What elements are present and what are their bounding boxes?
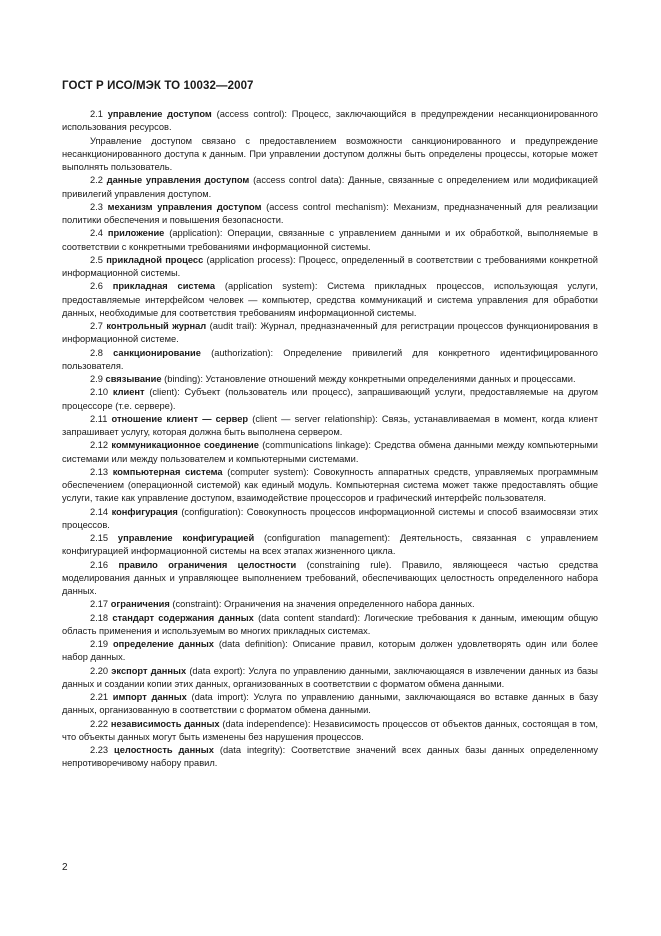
definition-paragraph: [62, 439, 598, 466]
definition-text: (computer system): Совокупность аппаратных средств, управляемых программным обеспечением (операционной системой) как единый модуль. Компьютерная система может также предоставлять общие услуги, такие как управление доступом, взаимодействие процессоров и графический интерфейс пользователя.: [62, 466, 599, 504]
definition-text: (data integrity): Соответствие значений всех данных базы данных определенному непротиворечивому набору правил.: [62, 745, 598, 769]
definition-paragraph: [62, 559, 598, 599]
clause-number: 2.10: [90, 387, 109, 398]
term: управление доступом: [107, 109, 212, 119]
clause-number: 2.21: [90, 692, 109, 702]
term: определение данных: [112, 639, 214, 649]
term: отношение клиент — сервер: [111, 413, 249, 424]
definition-text: Управление доступом связано с предоставлением возможности санкционированного и предупреждение несанкционированного доступа к данным. При управлении доступом должны быть определены процессы, которые может выполнять пользователь.: [62, 135, 598, 172]
clause-number: 2.13: [90, 466, 109, 477]
definition-text: (client): Субъект (пользователь или процесс), запрашивающий услуги, предоставляемые на другом процессоре (т.е. сервере).: [62, 387, 598, 411]
definition-text: (configuration): Совокупность процессов информационной системы и способ взаимосвязи этих процессов.: [62, 506, 598, 530]
definition-paragraph: [62, 347, 598, 374]
definition-text: (client — server relationship): Связь, устанавливаемая в момент, когда клиент запрашивает услугу, которая должна быть выполнена сервером.: [62, 413, 598, 437]
definition-paragraph: [62, 638, 598, 665]
term: целостность данных: [114, 745, 214, 755]
term: стандарт содержания данных: [112, 612, 254, 623]
definition-text: (access control data): Данные, связанные с определением или модификацией привилегий управления доступом.: [62, 175, 598, 199]
definition-text: (audit trail): Журнал, предназначенный для регистрации процессов функционирования в информационной системе.: [62, 321, 598, 345]
definition-paragraph: [62, 506, 598, 533]
term: данные управления доступом: [106, 175, 250, 186]
definition-text: (constraint): Ограничения на значения определенного набора данных.: [172, 599, 475, 610]
term: экспорт данных: [111, 665, 187, 676]
definition-paragraph: [62, 718, 598, 745]
definition-paragraph: [62, 691, 598, 718]
clause-number: 2.18: [90, 612, 109, 623]
definition-text: (application): Операции, связанные с управлением данными и их обработкой, выполняемые в соответствии с конкретными требованиями информационной системы.: [62, 228, 598, 252]
definition-paragraph: [62, 108, 598, 135]
term: конфигурация: [111, 506, 178, 517]
definition-text: (data definition): Описание правил, которым должен удовлетворять один или более набор данных.: [62, 639, 598, 663]
clause-number: 2.5: [90, 254, 103, 265]
term: прикладной процесс: [106, 254, 204, 265]
clause-number: 2.16: [90, 559, 109, 570]
term: правило ограничения целостности: [118, 559, 297, 570]
clause-number: 2.9: [90, 374, 103, 384]
definition-text: (configuration management): Деятельность, связанная с управлением конфигурацией информационной системы на всех этапах жизненного цикла.: [62, 533, 598, 557]
term: ограничения: [110, 599, 170, 610]
clause-number: 2.1: [90, 109, 103, 119]
clause-number: 2.8: [90, 347, 103, 358]
definition-text: (authorization): Определение привилегий для конкретного идентифицированного пользователя.: [62, 347, 598, 371]
clause-number: 2.14: [90, 506, 109, 517]
clause-number: 2.23: [90, 745, 109, 755]
definition-paragraph: [62, 201, 598, 228]
term: управление конфигурацией: [117, 533, 255, 543]
definition-paragraph: [62, 254, 598, 281]
definition-paragraph: [62, 665, 598, 692]
definition-paragraph: [62, 413, 598, 440]
definition-text: (binding): Установление отношений между конкретными определениями данных и процессами.: [164, 374, 576, 384]
clause-number: 2.15: [90, 533, 109, 543]
term: механизм управления доступом: [107, 201, 262, 212]
term: санкционирование: [113, 347, 201, 358]
definition-text: (application process): Процесс, определенный в соответствии с требованиями конкретной информационной системы.: [62, 254, 598, 278]
term: клиент: [112, 387, 145, 398]
clause-number: 2.11: [90, 413, 108, 424]
definition-text: (constraining rule). Правило, являющееся частью средства моделирования данных и управляющее выполнением требований, обеспечивающих целостность определенного набора данных.: [62, 559, 598, 596]
definition-paragraph: [62, 135, 598, 175]
definition-text: (access control): Процесс, заключающийся в предупреждении несанкционированного использования ресурсов.: [62, 109, 598, 133]
term: коммуникационное соединение: [111, 440, 259, 451]
term: независимость данных: [110, 718, 220, 729]
clause-number: 2.22: [90, 718, 109, 729]
clause-number: 2.2: [90, 175, 103, 186]
definition-paragraph: [62, 466, 598, 506]
clause-number: 2.3: [90, 201, 103, 212]
clause-number: 2.7: [90, 321, 103, 331]
definition-text: (access control mechanism): Механизм, предназначенный для реализации политики обеспечения и повышения безопасности.: [62, 201, 598, 225]
term: компьютерная система: [112, 466, 223, 477]
clause-number: 2.17: [90, 599, 109, 610]
term: приложение: [107, 228, 165, 239]
definition-text: (application system): Система прикладных процессов, использующая услуги, предоставляемые интерфейсом человек — компьютер, средства коммуникаций и система управления для обработки данных, необходимые для соответствия требованиям информационной системы.: [62, 281, 598, 318]
standard-header: ГОСТ Р ИСО/МЭК ТО 10032—2007: [62, 80, 254, 92]
definition-paragraph: [62, 612, 598, 639]
clause-number: 2.19: [90, 639, 109, 649]
definition-text: (data export): Услуга по управлению данными, заключающаяся в извлечении данных из базы данных и создании копии этих данных, организованных в соответствии с форматом обмена данными.: [62, 665, 598, 689]
clause-number: 2.20: [90, 665, 109, 676]
definition-paragraph: [62, 744, 598, 771]
definition-paragraph: [62, 320, 598, 347]
definition-paragraph: [62, 227, 598, 254]
definition-text: (data content standard): Логические требования к данным, имеющим общую область применения и используемым во многих прикладных системах.: [62, 612, 598, 636]
page-number: 2: [62, 862, 68, 873]
definition-text: (data import): Услуга по управлению данными, заключающаяся во вставке данных в базу данных, организованную в соответствии с форматом обмена данными.: [62, 692, 598, 716]
definition-text: (communications linkage): Средства обмена данными между компьютерными системами или между пользователем и компьютерными системами.: [62, 440, 598, 464]
term: прикладная система: [112, 281, 216, 292]
definition-paragraph: [62, 598, 598, 611]
document-body: [62, 108, 598, 771]
clause-number: 2.4: [90, 228, 103, 239]
definition-text: (data independence): Независимость процессов от объектов данных, состоящая в том, что объекты данных могут быть изменены без нарушения процессов.: [62, 718, 598, 742]
term: связывание: [105, 374, 162, 384]
definition-paragraph: [62, 174, 598, 201]
clause-number: 2.6: [90, 281, 103, 292]
definition-paragraph: [62, 373, 598, 386]
clause-number: 2.12: [90, 440, 109, 451]
definition-paragraph: [62, 386, 598, 413]
term: импорт данных: [112, 692, 187, 702]
definition-paragraph: [62, 532, 598, 559]
term: контрольный журнал: [106, 321, 207, 331]
definition-paragraph: [62, 280, 598, 320]
